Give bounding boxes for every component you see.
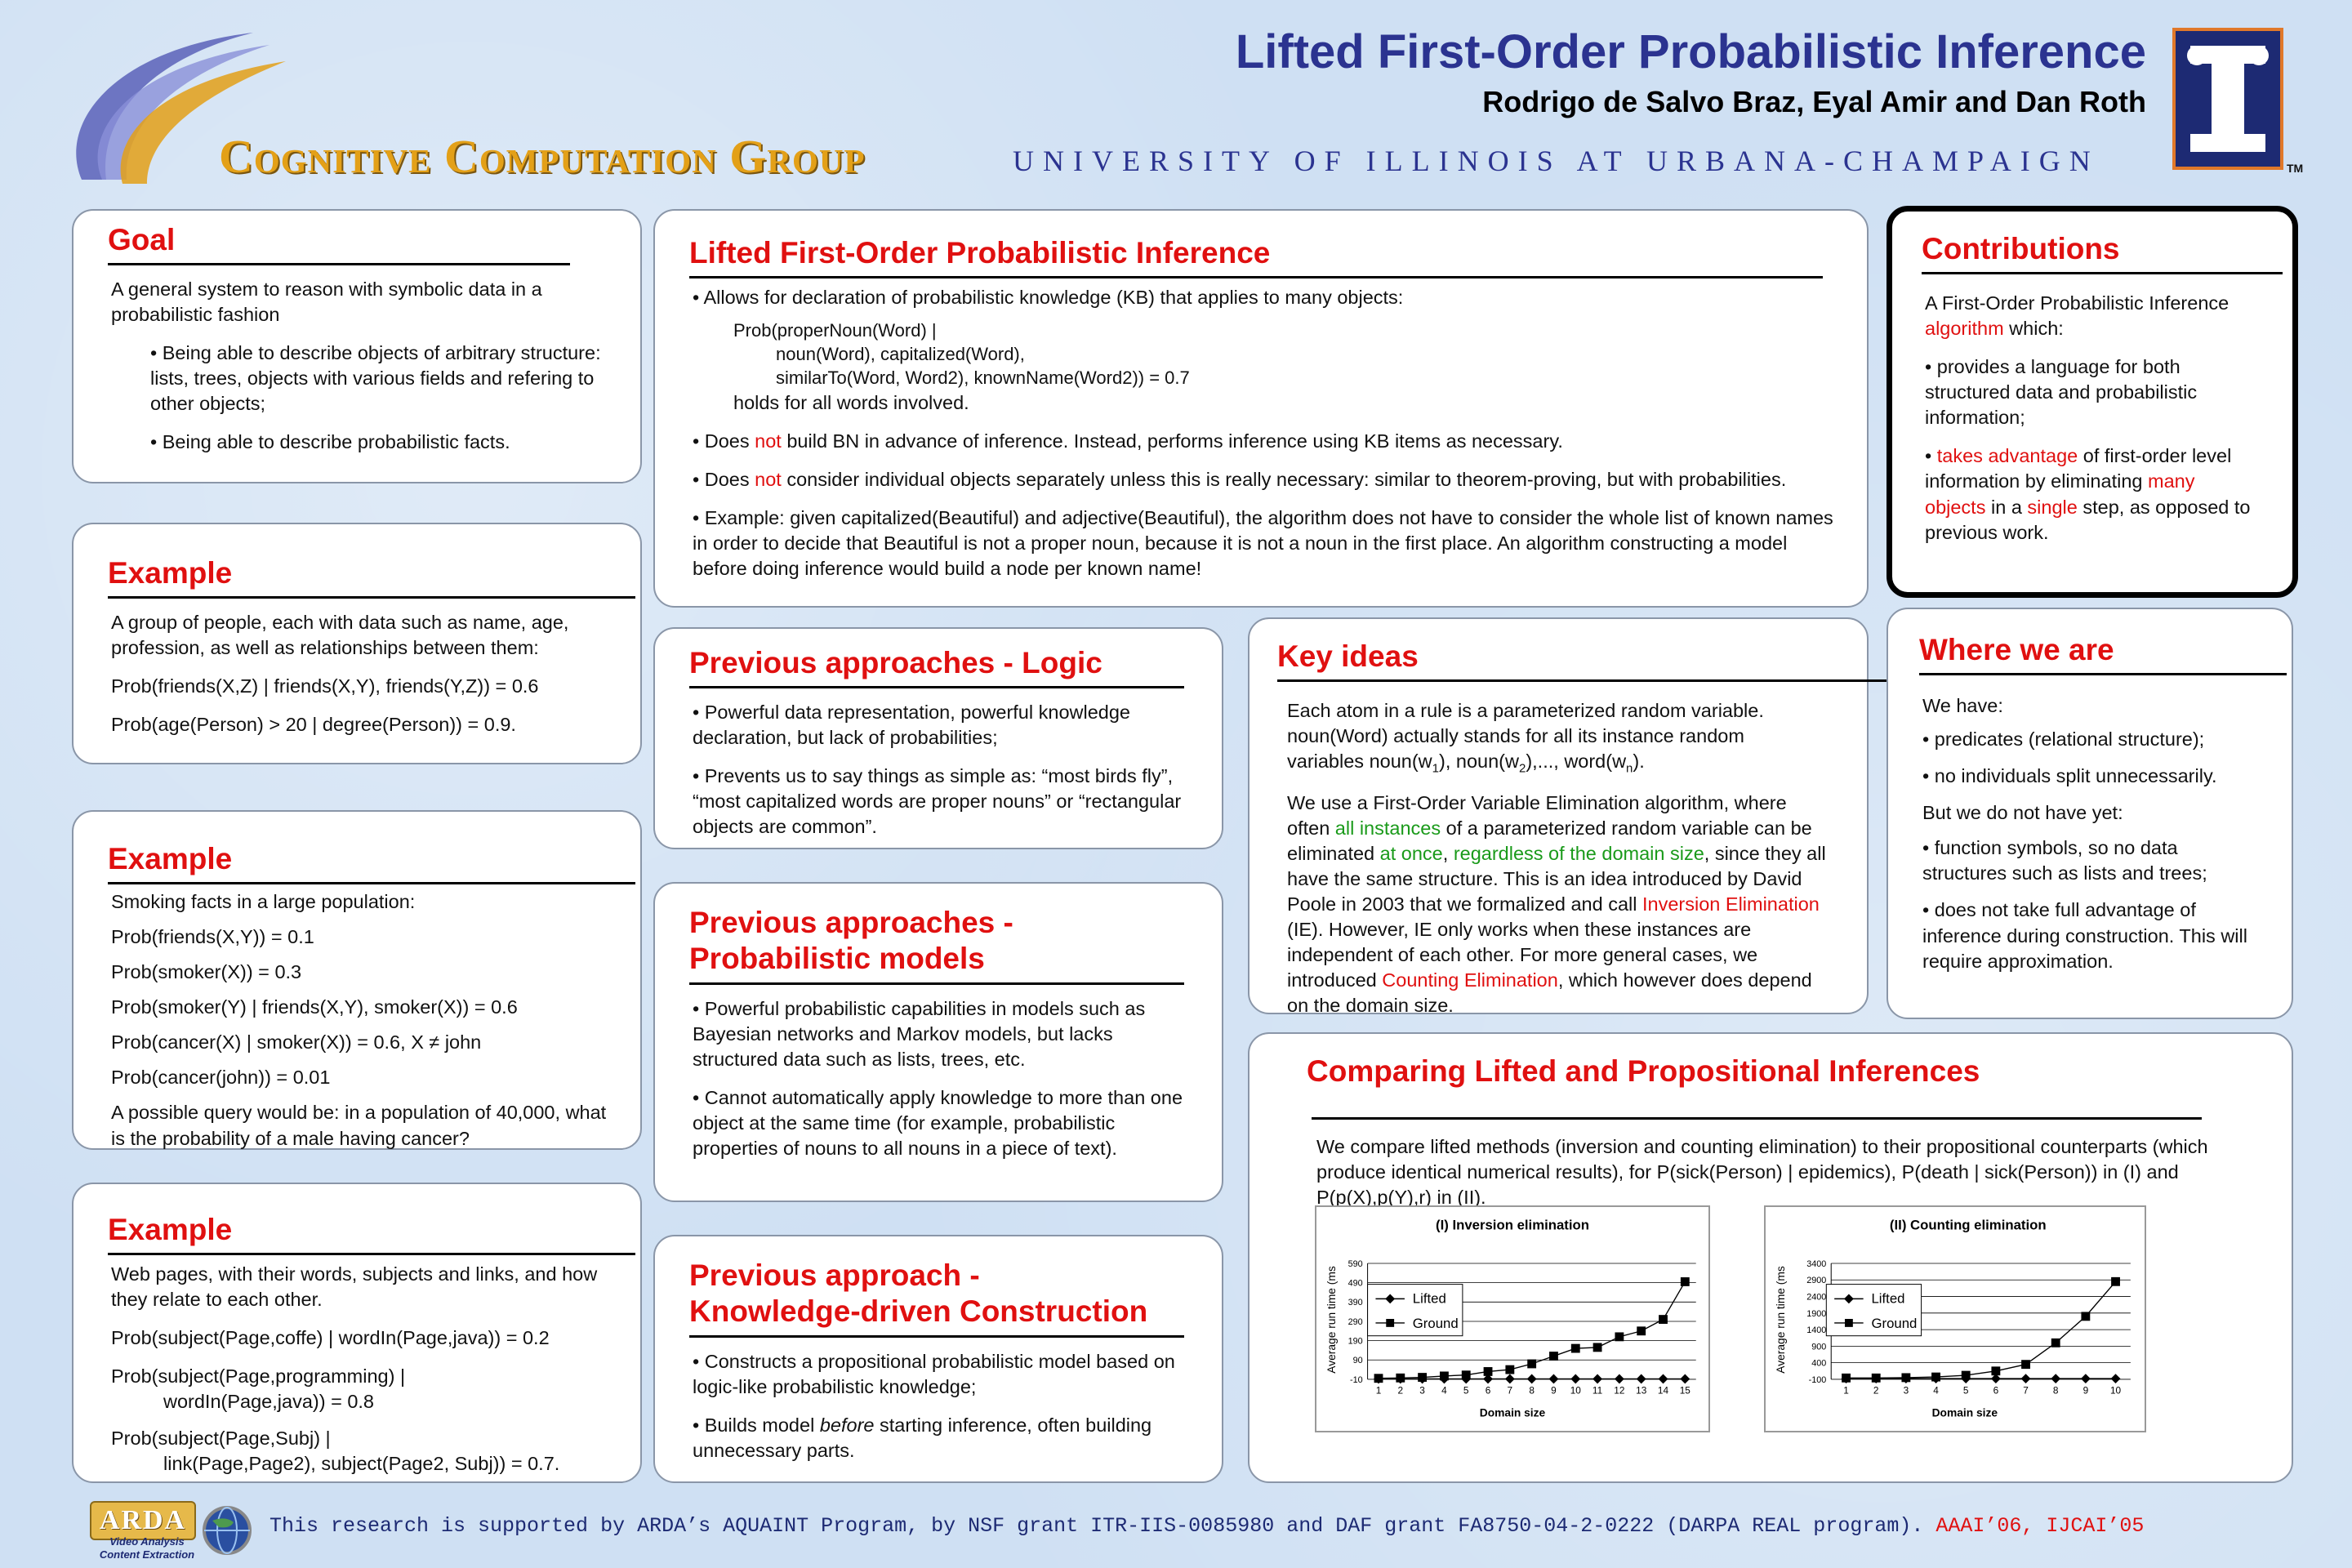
example-2-title: Example [108,841,635,884]
contributions-intro: A First-Order Probabilistic Inference algorithm which: [1925,292,2230,340]
chart-2-point-ground [1991,1366,2000,1375]
whereweare-have-2: • no individuals split unnecessarily. [1922,765,2217,787]
chart-2-ytick: 1900 [1806,1308,1827,1319]
lifted-panel [653,209,1869,608]
whereweare-nothave-1: • function symbols, so no data structures such as lists and trees; [1922,837,2207,884]
lifted-formula-line-4: holds for all words involved. [733,391,969,413]
chart-1-xtick: 6 [1485,1384,1491,1396]
example-2-query: A possible query would be: in a population of 40,000, what is the probability of a male having cancer? [111,1102,607,1149]
lifted-formula [733,318,1834,415]
example-3-intro: Web pages, with their words, subjects and links, and how they relate to each other. [111,1263,598,1311]
comparing-title: Comparing Lifted and Propositional Inferences [1307,1054,1980,1088]
arda-subtitle: Video Analysis Content Extraction [99,1535,195,1561]
kdc-bullet-2: • Builds model before starting inference, often building unnecessary parts. [693,1414,1152,1461]
chart-1-point-ground [1505,1365,1514,1374]
contributions-bullet-2: • takes advantage of first-order level information by eliminating many objects in a single step, as opposed to previous work. [1925,445,2251,543]
chart-1-point-ground [1681,1277,1690,1286]
chart-1-ytick: 590 [1348,1258,1363,1269]
keyideas-paragraph-1: Each atom in a rule is a parameterized random variable. noun(Word) actually stands for all its instance random variables $noun(w_1)$, $noun(w_2)$,..., $word(w_n)$. [1287,700,1764,777]
kdc-panel [653,1235,1223,1483]
chart-2-point-lifted [2021,1374,2031,1383]
goal-bullet-2: • Being able to describe probabilistic facts. [150,431,510,453]
chart-1-xtick: 5 [1463,1384,1469,1396]
logic-bullet-1: • Powerful data representation, powerful knowledge declaration, but lack of probabilities; [693,702,1130,749]
example-3-panel [72,1183,642,1483]
chart-2-xtick: 4 [1933,1384,1939,1396]
chart-1-legend-square [1386,1319,1394,1327]
chart-1-point-lifted [1637,1374,1646,1384]
illinois-logo [2172,28,2283,170]
poster-authors: Rodrigo de Salvo Braz, Eyal Amir and Dan Roth [1482,85,2146,118]
chart-1-legend-lifted: Lifted [1412,1290,1446,1307]
example-3-formula-3 [111,1426,608,1477]
chart-1-xtick: 8 [1529,1384,1535,1396]
chart-1-xtick: 3 [1419,1384,1425,1396]
lifted-formula-line-1: Prob(properNoun(Word) | [733,320,937,341]
chart-1-ytick: -10 [1350,1374,1363,1385]
chart-2-point-ground [2111,1277,2120,1286]
chart-2-point-ground [2081,1312,2090,1321]
whereweare-nothave: But we do not have yet: [1922,802,2123,824]
chart-1-xlabel: Domain size [1479,1406,1546,1419]
chart-2-point-ground [1901,1373,1910,1382]
example-2-formula-3: Prob(smoker(Y) | friends(X,Y), smoker(X)) = 0.6 [111,996,518,1018]
university-name: UNIVERSITY OF ILLINOIS AT URBANA-CHAMPAIGN [1013,145,2100,177]
chart-1-ytick: 390 [1348,1298,1363,1308]
probmodels-bullet-1: • Powerful probabilistic capabilities in models such as Bayesian networks and Markov models, but lacks structured data such as lists, trees, etc. [693,997,1146,1070]
chart-2-ytick: 3400 [1806,1258,1827,1269]
example-1-formula-1: Prob(friends(X,Z) | friends(X,Y), friends(Y,Z)) = 0.6 [111,675,539,697]
chart-1-point-lifted [1570,1374,1580,1384]
example-2-intro: Smoking facts in a large population: [111,891,416,913]
goal-intro: A general system to reason with symbolic data in a probabilistic fashion [111,278,542,326]
chart-1-ytick: 90 [1352,1356,1363,1366]
chart-2-point-ground [2021,1360,2030,1369]
lifted-formula-line-2: noun(Word), capitalized(Word), [776,344,1025,365]
lifted-formula-line-3: similarTo(Word, Word2), knownName(Word2)) = 0.7 [776,368,1190,389]
chart-2-ytick: 900 [1811,1342,1827,1352]
trademark: TM [2287,162,2304,175]
chart-2-ytick: 2400 [1806,1292,1827,1303]
example-3-formula-2b: wordIn(Page,java)) = 0.8 [163,1391,374,1413]
logic-bullet-2: • Prevents us to say things as simple as: “most birds fly”, “most capitalized words are proper nouns” or “rectangular objects are common”. [693,765,1182,838]
chart-counting-elimination [1764,1205,2146,1432]
example-3-formula-3a: Prob(subject(Page,Subj) | [111,1428,331,1450]
whereweare-have-1: • predicates (relational structure); [1922,728,2205,751]
chart-2-xtick: 3 [1903,1384,1909,1396]
chart-1-point-ground [1637,1326,1646,1335]
chart-1-point-lifted [1505,1374,1515,1384]
goal-bullet-1: • Being able to describe objects of arbitrary structure: lists, trees, objects with various fields and refering to other objects; [150,342,601,415]
chart-2-ytick: -100 [1808,1374,1827,1385]
chart-2-point-ground [1872,1374,1881,1383]
whereweare-panel [1886,608,2293,1019]
example-2-formula-5: Prob(cancer(john)) = 0.01 [111,1067,331,1089]
chart-2-xtick: 5 [1962,1384,1969,1396]
whereweare-have: We have: [1922,695,2003,717]
whereweare-nothave-2: • does not take full advantage of inference during construction. This will require approximation. [1922,899,2247,972]
chart-1-xtick: 9 [1551,1384,1557,1396]
chart-1-xtick: 12 [1614,1384,1625,1396]
chart-1-point-lifted [1592,1374,1602,1384]
comparing-divider [1312,1117,2202,1120]
probmodels-bullet-2: • Cannot automatically apply knowledge to more than one object at the same time (for example, probabilistic properties of nouns to all nouns in a piece of text). [693,1086,1183,1159]
chart-1-point-ground [1549,1352,1558,1361]
globe-icon [201,1504,253,1557]
chart-1-xtick: 14 [1657,1384,1669,1396]
footer-funding: This research is supported by ARDA’s AQUAINT Program, by NSF grant ITR-IIS-0085980 and DAF grant FA8750-04-2-0222 (DARPA REAL program). AAAI’06, IJCAI’05 [270,1514,2145,1538]
example-3-formula-2a: Prob(subject(Page,programming) | [111,1365,406,1388]
chart-1-point-lifted [1659,1374,1668,1384]
example-3-formula-1: Prob(subject(Page,coffe) | wordIn(Page,java)) = 0.2 [111,1327,550,1349]
chart-2-point-lifted [2081,1374,2091,1383]
chart-2-point-ground [1962,1371,1971,1380]
chart-1-xtick: 7 [1507,1384,1513,1396]
chart-1-ytick: 490 [1348,1278,1363,1289]
chart-1-point-lifted [1615,1374,1624,1384]
goal-title: Goal [108,222,570,265]
chart-1-point-ground [1374,1374,1383,1383]
keyideas-panel [1248,617,1869,1017]
chart-2-point-ground [2051,1339,2060,1348]
chart-1-ytick: 190 [1348,1336,1363,1347]
illinois-i-icon [2176,31,2280,167]
example-1-formula-2: Prob(age(Person) > 20 | degree(Person)) = 0.9. [111,714,516,736]
chart-1-point-ground [1571,1344,1580,1353]
keyideas-title: Key ideas [1277,639,1890,682]
chart-1-xtick: 4 [1441,1384,1447,1396]
chart-2-xtick: 2 [1873,1384,1879,1396]
chart-1-point-ground [1615,1332,1624,1341]
example-1-title: Example [108,555,635,599]
chart-1-point-lifted [1527,1374,1537,1384]
chart-2-ylabel: Average run time (ms [1775,1266,1788,1374]
chart-2-xlabel: Domain size [1931,1406,1998,1419]
kdc-bullet-1: • Constructs a propositional probabilistic model based on logic-like probabilistic knowledge; [693,1350,1175,1397]
lifted-bullet-4: • Example: given capitalized(Beautiful) and adjective(Beautiful), the algorithm does not have to consider the whole list of known names in order to decide that Beautiful is not a proper noun, because it is not a noun in the first place. An algorithm constructing a model before doing inference would build a node per known name! [693,506,1833,579]
chart-2-point-lifted [2051,1374,2060,1383]
lifted-bullet-1: • Allows for declaration of probabilistic knowledge (KB) that applies to many objects: [693,287,1404,309]
example-1-panel [72,523,642,764]
chart-1-ylabel: Average run time (ms [1325,1266,1339,1374]
chart-2-point-ground [1842,1374,1851,1383]
chart-1-xtick: 1 [1375,1384,1382,1396]
logic-title: Previous approaches - Logic [689,645,1184,688]
chart-1-title: (I) Inversion elimination [1436,1217,1589,1233]
chart-1-legend-ground: Ground [1412,1315,1459,1331]
chart-2-xtick: 10 [2109,1384,2122,1396]
example-3-title: Example [108,1212,635,1255]
chart-2-legend-lifted: Lifted [1871,1290,1905,1307]
chart-2-ytick: 2900 [1806,1276,1827,1286]
chart-1-point-ground [1396,1374,1405,1383]
poster-title: Lifted First-Order Probabilistic Inference [1235,25,2146,78]
chart-1-point-ground [1462,1370,1471,1379]
chart-1-xtick: 2 [1397,1384,1404,1396]
footer-conferences: AAAI’06, IJCAI’05 [1936,1514,2145,1538]
goal-panel [72,209,642,483]
kdc-title: Previous approach - Knowledge-driven Construction [689,1258,1184,1338]
comparing-text: We compare lifted methods (inversion and counting elimination) to their propositional counterparts (which produce identical numerical results), for P(sick(Person) | epidemics), P(death | sick(Person)) in (I) and P(p(X),p(Y),r) in (II). [1316,1136,2208,1209]
contributions-title: Contributions [1922,231,2283,274]
chart-inversion-elimination [1315,1205,1710,1432]
example-3-formula-2 [111,1364,608,1414]
lifted-bullet-3: • Does not consider individual objects separately unless this is really necessary: similar to theorem-proving, but with probabilities. [693,468,1787,490]
probmodels-panel [653,882,1223,1202]
chart-2-ytick: 1400 [1806,1325,1827,1336]
whereweare-title: Where we are [1919,632,2287,675]
example-3-formula-3b: link(Page,Page2), subject(Page2, Subj)) = 0.7. [163,1453,560,1475]
example-2-formula-1: Prob(friends(X,Y)) = 0.1 [111,926,314,948]
chart-1-point-ground [1659,1315,1668,1324]
example-2-formula-2: Prob(smoker(X)) = 0.3 [111,961,302,983]
contributions-panel [1886,206,2298,598]
chart-1-point-ground [1484,1367,1493,1376]
chart-2-xtick: 6 [1993,1384,1999,1396]
chart-2-point-ground [1931,1373,1940,1382]
chart-2-xtick: 8 [2052,1384,2059,1396]
chart-2-ytick: 400 [1811,1358,1827,1369]
chart-1-point-ground [1418,1373,1427,1382]
lifted-bullet-2: • Does not build BN in advance of inference. Instead, performs inference using KB items as necessary. [693,430,1563,452]
logic-panel [653,627,1223,849]
chart-2-xtick: 9 [2082,1384,2089,1396]
example-2-panel [72,810,642,1150]
chart-2-xtick: 7 [2023,1384,2029,1396]
chart-1-point-lifted [1549,1374,1559,1384]
chart-1-xtick: 10 [1570,1384,1581,1396]
chart-1-point-lifted [1680,1374,1690,1384]
chart-1-xtick: 13 [1636,1384,1647,1396]
chart-2-title: (II) Counting elimination [1889,1217,2047,1233]
chart-2-xtick: 1 [1843,1384,1849,1396]
keyideas-paragraph-2: We use a First-Order Variable Elimination algorithm, where often all instances of a parameterized random variable can be eliminated at once, regardless of the domain size, since they all have the same structure. This is an idea introduced by David Poole in 2003 that we formalized and call Inversion Elimination (IE). However, IE only works when these instances are independent of each other. For more general cases, we introduced Counting Elimination, which however does depend on the domain size. [1287,791,1826,1017]
chart-2-point-lifted [2111,1374,2121,1383]
chart-1-point-ground [1440,1371,1449,1380]
chart-1-point-ground [1527,1360,1536,1369]
group-name: Cognitive Computation Group [219,130,866,183]
contributions-bullet-1: • provides a language for both structured data and probabilistic information; [1925,356,2198,429]
probmodels-title: Previous approaches - Probabilistic models [689,905,1184,985]
lifted-title: Lifted First-Order Probabilistic Inference [689,235,1823,278]
chart-2-legend-square [1845,1319,1853,1327]
chart-2-legend-ground: Ground [1871,1315,1918,1331]
example-2-formula-4: Prob(cancer(X) | smoker(X)) = 0.6, X ≠ john [111,1031,482,1054]
example-1-intro: A group of people, each with data such as name, age, profession, as well as relationships between them: [111,612,569,659]
chart-1-xtick: 11 [1592,1384,1603,1396]
chart-1-ytick: 290 [1348,1316,1363,1327]
chart-1-point-ground [1593,1343,1602,1352]
chart-1-xtick: 15 [1679,1384,1690,1396]
arda-logo: ARDA [90,1501,196,1540]
